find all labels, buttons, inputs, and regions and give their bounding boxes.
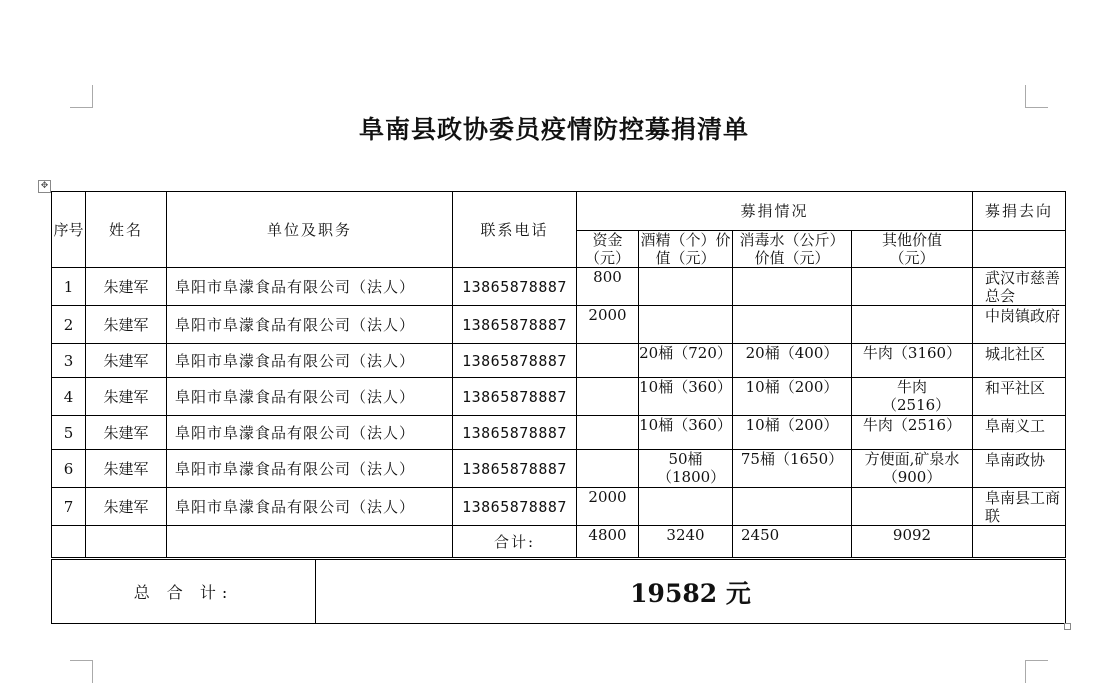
cell-name: 朱建军 (86, 450, 167, 488)
cell-funds (577, 450, 639, 488)
cell-other: 方便面,矿泉水（900） (852, 450, 973, 488)
header-seq-label: 序号 (53, 220, 84, 239)
cell-phone: 13865878887 (453, 378, 577, 416)
cell-unit: 阜阳市阜濛食品有限公司（法人） (167, 306, 453, 344)
cell-disinfectant: 20桶（400） (733, 344, 852, 378)
header-destination: 募捐去向 (973, 192, 1066, 231)
cell-seq: 5 (52, 416, 86, 450)
cell-alcohol (639, 488, 733, 526)
cell-destination: 中岗镇政府 (973, 306, 1066, 344)
cell-funds (577, 378, 639, 416)
cell-unit: 阜阳市阜濛食品有限公司（法人） (167, 344, 453, 378)
crop-mark-bottom-left (70, 660, 93, 683)
header-other: 其他价值（元） (852, 231, 973, 268)
cell-destination: 阜南义工 (973, 416, 1066, 450)
cell-seq: 3 (52, 344, 86, 378)
cell-phone: 13865878887 (453, 306, 577, 344)
cell-alcohol: 10桶（360） (639, 378, 733, 416)
subtotal-disinfectant: 2450 (733, 526, 852, 558)
table-row (52, 344, 1066, 378)
header-phone: 联系电话 (453, 192, 577, 268)
cell-blank (86, 526, 167, 558)
cell-name: 朱建军 (86, 378, 167, 416)
table-row (52, 488, 1066, 526)
cell-name: 朱建军 (86, 416, 167, 450)
crop-mark-top-right (1025, 85, 1048, 108)
grand-total-label: 总 合 计: (52, 560, 316, 624)
cell-other: 牛肉（3160） (852, 344, 973, 378)
cell-destination: 城北社区 (973, 344, 1066, 378)
cell-funds: 800 (577, 268, 639, 306)
cell-destination: 阜南县工商联 (973, 488, 1066, 526)
cell-alcohol (639, 268, 733, 306)
cell-alcohol: 10桶（360） (639, 416, 733, 450)
cell-phone: 13865878887 (453, 344, 577, 378)
table-row (52, 450, 1066, 488)
cell-disinfectant: 10桶（200） (733, 378, 852, 416)
header-donation: 募捐情况 (577, 192, 973, 231)
donation-table (51, 191, 1066, 558)
cell-phone: 13865878887 (453, 488, 577, 526)
cell-disinfectant: 75桶（1650） (733, 450, 852, 488)
table-move-handle-icon[interactable]: ✥ (38, 180, 51, 193)
crop-mark-top-left (70, 85, 93, 108)
table-row (52, 416, 1066, 450)
cell-blank (167, 526, 453, 558)
cell-unit: 阜阳市阜濛食品有限公司（法人） (167, 488, 453, 526)
cell-funds: 2000 (577, 488, 639, 526)
cell-seq: 2 (52, 306, 86, 344)
cell-alcohol (639, 306, 733, 344)
cell-phone: 13865878887 (453, 416, 577, 450)
header-unit: 单位及职务 (167, 192, 453, 268)
cell-name: 朱建军 (86, 268, 167, 306)
header-disinfectant: 消毒水（公斤）价值（元） (733, 231, 852, 268)
cell-seq: 4 (52, 378, 86, 416)
cell-alcohol: 50桶（1800） (639, 450, 733, 488)
cell-other: 牛肉（2516） (852, 416, 973, 450)
cell-unit: 阜阳市阜濛食品有限公司（法人） (167, 268, 453, 306)
subtotal-label: 合计: (453, 526, 577, 558)
cell-destination: 武汉市慈善总会 (973, 268, 1066, 306)
subtotal-alcohol: 3240 (639, 526, 733, 558)
cell-funds: 2000 (577, 306, 639, 344)
header-alcohol: 酒精（个）价值（元） (640, 231, 731, 267)
cell-other (852, 268, 973, 306)
cell-funds (577, 344, 639, 378)
header-destination-blank (973, 231, 1066, 268)
cell-funds (577, 416, 639, 450)
table-resize-handle[interactable] (1064, 623, 1071, 630)
cell-name: 朱建军 (86, 344, 167, 378)
header-name: 姓名 (86, 192, 167, 268)
cell-disinfectant (733, 306, 852, 344)
subtotal-row (52, 526, 1066, 558)
cell-phone: 13865878887 (453, 268, 577, 306)
cell-blank (52, 526, 86, 558)
header-funds: 资金（元） (577, 231, 639, 268)
grand-total-value: 19582 元 (316, 560, 1066, 624)
cell-seq: 6 (52, 450, 86, 488)
table-row (52, 378, 1066, 416)
cell-destination: 阜南政协 (973, 450, 1066, 488)
cell-disinfectant: 10桶（200） (733, 416, 852, 450)
cell-destination: 和平社区 (973, 378, 1066, 416)
cell-disinfectant (733, 268, 852, 306)
grand-total-table (51, 559, 1066, 624)
subtotal-funds: 4800 (577, 526, 639, 558)
cell-disinfectant (733, 488, 852, 526)
cell-seq: 7 (52, 488, 86, 526)
table-row (52, 268, 1066, 306)
cell-phone: 13865878887 (453, 450, 577, 488)
cell-other: 牛肉（2516） (852, 378, 973, 416)
table-row (52, 306, 1066, 344)
cell-unit: 阜阳市阜濛食品有限公司（法人） (167, 416, 453, 450)
cell-unit: 阜阳市阜濛食品有限公司（法人） (167, 378, 453, 416)
cell-alcohol: 20桶（720） (639, 344, 733, 378)
cell-unit: 阜阳市阜濛食品有限公司（法人） (167, 450, 453, 488)
document-title: 阜南县政协委员疫情防控募捐清单 (358, 115, 749, 144)
crop-mark-bottom-right (1025, 660, 1048, 683)
cell-name: 朱建军 (86, 488, 167, 526)
cell-other (852, 306, 973, 344)
cell-seq: 1 (52, 268, 86, 306)
header-seq (52, 192, 86, 268)
cell-other (852, 488, 973, 526)
cell-blank (973, 526, 1066, 558)
subtotal-other: 9092 (852, 526, 973, 558)
cell-name: 朱建军 (86, 306, 167, 344)
